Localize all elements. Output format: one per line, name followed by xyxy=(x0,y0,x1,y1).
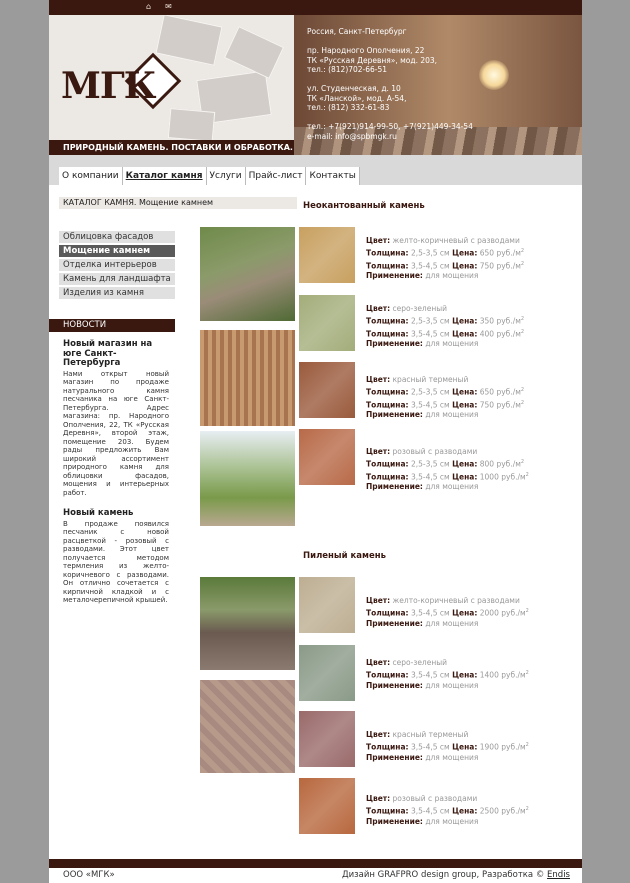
field-label: Цена: xyxy=(452,459,478,469)
stone-swatch[interactable] xyxy=(299,645,355,701)
field-label: Цвет: xyxy=(366,658,391,667)
stone-swatch[interactable] xyxy=(299,227,355,283)
field-label: Применение: xyxy=(366,339,423,348)
product-description xyxy=(366,794,529,827)
price-unit: руб./м xyxy=(496,459,521,469)
nav-tab[interactable]: Контакты xyxy=(306,167,359,185)
field-label: Цвет: xyxy=(366,730,391,739)
field-value: 400 xyxy=(479,329,495,338)
price-unit: руб./м xyxy=(501,670,526,680)
field-value: 3,5-4,5 см xyxy=(410,742,450,752)
price-unit-sup: 2 xyxy=(520,316,525,322)
price-unit-sup: 2 xyxy=(520,248,525,254)
thickness-line xyxy=(366,470,529,483)
side-menu xyxy=(49,231,175,301)
news-body: В продаже появился песчаник с новой расцветкой - розовый с разводами. Этот цвет получается методом термления из желто-коричневого с разводами. Он отлично сочетается с кирпичной кладкой и с металочерепичной крышей. xyxy=(63,519,169,604)
thickness-line xyxy=(366,385,524,398)
field-value: 2,5-3,5 см xyxy=(410,459,450,469)
field-value: для мощения xyxy=(425,339,479,348)
field-label: Цена: xyxy=(452,742,478,752)
news-body: Нами открыт новый магазин по продаже натурального камня песчаника на юге Санкт-Петербурга. Адрес магазина: пр. Народного Ополчения, 22, ТК «Русская Деревня», второй этаж, помещение 203. Будем рады предложить Вам широкий ассортимент природного камня для облицовки фасадов, мощения и интерьерных работ. xyxy=(63,369,169,497)
use-line xyxy=(366,619,529,629)
price-unit: руб./м xyxy=(501,806,526,816)
footer-bar xyxy=(49,859,582,868)
footer xyxy=(49,868,582,883)
field-value: 750 xyxy=(479,261,495,270)
price-unit-sup: 2 xyxy=(520,459,525,465)
color-line xyxy=(366,658,529,668)
field-value: для мощения xyxy=(425,410,479,419)
logo-panel xyxy=(49,15,294,140)
color-line xyxy=(366,730,529,740)
contact-line: пр. Народного Ополчения, 22 xyxy=(307,46,425,55)
field-value: серо-зеленый xyxy=(392,658,448,667)
field-label: Цена: xyxy=(452,248,478,258)
news-title[interactable]: Новый камень xyxy=(63,508,134,518)
logo[interactable]: МГК xyxy=(61,65,156,107)
paving-photo[interactable] xyxy=(200,680,295,773)
field-label: Цена: xyxy=(452,806,478,816)
slogan: ПРИРОДНЫЙ КАМЕНЬ. ПОСТАВКИ И ОБРАБОТКА. xyxy=(49,140,294,155)
field-value: 3,5-4,5 см xyxy=(410,400,450,409)
paving-photo[interactable] xyxy=(200,577,295,670)
field-label: Цена: xyxy=(452,387,478,397)
field-value: 1400 xyxy=(479,670,499,680)
field-label: Цена: xyxy=(452,472,478,481)
field-label: Цвет: xyxy=(366,794,391,803)
field-label: Применение: xyxy=(366,410,423,419)
news-heading: НОВОСТИ xyxy=(49,319,175,332)
field-label: Толщина: xyxy=(366,400,409,409)
color-line xyxy=(366,447,529,457)
nav-tab[interactable]: Прайс-лист xyxy=(246,167,307,185)
field-label: Цена: xyxy=(452,329,478,338)
field-label: Толщина: xyxy=(366,608,409,618)
field-value: 2,5-3,5 см xyxy=(410,248,450,258)
nav-tab[interactable]: Каталог камня xyxy=(123,167,207,185)
contact-line xyxy=(307,75,473,85)
field-value: розовый с разводами xyxy=(392,447,478,456)
contact-line: e-mail: info@spbmgk.ru xyxy=(307,131,397,141)
field-label: Применение: xyxy=(366,271,423,280)
field-value: 650 xyxy=(479,248,495,258)
thickness-line xyxy=(366,314,524,327)
color-line xyxy=(366,596,529,606)
field-label: Толщина: xyxy=(366,806,409,816)
product-description xyxy=(366,236,524,281)
field-label: Цена: xyxy=(452,608,478,618)
field-label: Толщина: xyxy=(366,329,409,338)
stone-swatch[interactable] xyxy=(299,711,355,767)
product-description xyxy=(366,730,529,763)
price-unit: руб./м xyxy=(496,316,521,326)
use-line xyxy=(366,271,524,281)
field-label: Толщина: xyxy=(366,670,409,680)
field-value: 3,5-4,5 см xyxy=(410,608,450,618)
field-value: розовый с разводами xyxy=(392,794,478,803)
color-line xyxy=(366,375,524,385)
home-icon[interactable]: ⌂ xyxy=(145,2,152,11)
field-label: Толщина: xyxy=(366,459,409,469)
price-unit: руб./м xyxy=(496,329,521,338)
contact-line: ТК «Ланской», мод. А-54, xyxy=(307,93,407,103)
field-label: Цена: xyxy=(452,400,478,409)
field-label: Цвет: xyxy=(366,304,391,313)
contact-line: ул. Студенческая, д. 10 xyxy=(307,84,401,93)
product-description xyxy=(366,658,529,691)
field-value: для мощения xyxy=(425,482,479,491)
thickness-line xyxy=(366,327,524,340)
price-unit-sup: 2 xyxy=(525,471,529,478)
price-unit-sup: 2 xyxy=(525,608,529,614)
price-unit-sup: 2 xyxy=(525,742,529,748)
price-unit-sup: 2 xyxy=(520,328,525,335)
field-label: Применение: xyxy=(366,816,423,826)
contact-line: тел.: (812)702-66-51 xyxy=(307,65,388,74)
paving-photo[interactable] xyxy=(200,330,295,426)
field-label: Толщина: xyxy=(366,248,409,258)
price-unit: руб./м xyxy=(496,400,521,409)
section-title: Неокантованный камень xyxy=(303,201,425,211)
field-value: красный терменый xyxy=(392,375,469,384)
use-line xyxy=(366,339,524,349)
breadcrumb: КАТАЛОГ КАМНЯ. Мощение камнем xyxy=(59,197,297,209)
field-label: Цена: xyxy=(452,261,478,270)
color-line xyxy=(366,236,524,246)
nav-tab[interactable]: О компании xyxy=(59,167,123,185)
stone-swatch[interactable] xyxy=(299,295,355,351)
side-menu-item[interactable]: Мощение камнем xyxy=(49,245,175,257)
field-value: 2,5-3,5 см xyxy=(410,387,450,397)
price-unit: руб./м xyxy=(496,387,521,397)
field-value: серо-зеленый xyxy=(392,304,448,313)
thickness-line xyxy=(366,259,524,272)
use-line xyxy=(366,681,529,691)
contact-line: тел.: +7(921)914-99-50, +7(921)449-34-54 xyxy=(307,122,473,131)
product-description xyxy=(366,304,524,349)
field-label: Применение: xyxy=(366,680,423,690)
side-menu-item[interactable]: Изделия из камня xyxy=(49,287,175,299)
field-value: для мощения xyxy=(425,752,479,762)
main-nav xyxy=(59,167,360,185)
contact-line xyxy=(307,113,473,123)
section-title: Пиленый камень xyxy=(303,551,386,561)
price-unit-sup: 2 xyxy=(520,387,525,393)
use-line xyxy=(366,817,529,827)
contacts-block xyxy=(307,27,473,141)
color-line xyxy=(366,794,529,804)
price-unit: руб./м xyxy=(501,742,526,752)
product-description xyxy=(366,447,529,492)
side-menu-item[interactable]: Отделка интерьеров xyxy=(49,259,175,271)
field-label: Применение: xyxy=(366,618,423,628)
contact-line: тел.: (812) 332-61-83 xyxy=(307,103,390,112)
developer-link[interactable]: Endis xyxy=(547,870,570,880)
field-label: Толщина: xyxy=(366,261,409,270)
footer-credits-text: Дизайн GRAFPRO design group, Разработка © xyxy=(342,870,548,880)
field-value: 750 xyxy=(479,400,495,409)
contact-line xyxy=(307,37,473,47)
thickness-line xyxy=(366,457,529,470)
field-value: 800 xyxy=(479,459,495,469)
field-value: для мощения xyxy=(425,816,479,826)
field-label: Толщина: xyxy=(366,472,409,481)
price-unit-sup: 2 xyxy=(525,806,529,812)
field-value: красный терменый xyxy=(392,730,469,739)
page xyxy=(49,0,582,883)
sun-image xyxy=(479,60,509,90)
field-label: Толщина: xyxy=(366,387,409,397)
field-value: 3,5-4,5 см xyxy=(410,670,450,680)
price-unit-sup: 2 xyxy=(525,670,529,676)
field-value: 2500 xyxy=(479,806,499,816)
price-unit-sup: 2 xyxy=(520,399,525,406)
field-value: 3,5-4,5 см xyxy=(410,261,450,270)
field-label: Цвет: xyxy=(366,447,391,456)
thickness-line xyxy=(366,246,524,259)
footer-company: ООО «МГК» xyxy=(63,870,115,880)
field-value: желто-коричневый с разводами xyxy=(392,236,520,245)
field-value: 1000 xyxy=(479,472,499,481)
thickness-line xyxy=(366,606,529,619)
paving-photo[interactable] xyxy=(200,227,295,321)
news-list xyxy=(63,340,169,617)
field-label: Цвет: xyxy=(366,236,391,245)
product-description xyxy=(366,375,524,420)
field-value: 3,5-4,5 см xyxy=(410,806,450,816)
color-line xyxy=(366,304,524,314)
use-line xyxy=(366,482,529,492)
field-value: 350 xyxy=(479,316,495,326)
thickness-line xyxy=(366,398,524,411)
header xyxy=(49,15,582,155)
thickness-line xyxy=(366,668,529,681)
field-label: Применение: xyxy=(366,482,423,491)
stone-swatch[interactable] xyxy=(299,362,355,418)
nav-bar xyxy=(49,155,582,185)
footer-credits xyxy=(342,868,570,883)
contact-line: ТК «Русская Деревня», мод. 203, xyxy=(307,55,438,65)
field-label: Толщина: xyxy=(366,742,409,752)
use-line xyxy=(366,753,529,763)
side-menu-item[interactable]: Облицовка фасадов xyxy=(49,231,175,243)
field-label: Цвет: xyxy=(366,375,391,384)
field-value: для мощения xyxy=(425,680,479,690)
field-value: 3,5-4,5 см xyxy=(410,472,450,481)
field-label: Цена: xyxy=(452,316,478,326)
field-label: Применение: xyxy=(366,752,423,762)
price-unit: руб./м xyxy=(501,472,526,481)
price-unit: руб./м xyxy=(496,261,521,270)
field-value: 2,5-3,5 см xyxy=(410,316,450,326)
paving-photo[interactable] xyxy=(200,431,295,526)
nav-tab[interactable]: Услуги xyxy=(207,167,246,185)
field-value: желто-коричневый с разводами xyxy=(392,596,520,605)
product-description xyxy=(366,596,529,629)
thickness-line xyxy=(366,740,529,753)
price-unit: руб./м xyxy=(496,248,521,258)
price-unit-sup: 2 xyxy=(520,260,525,267)
mail-icon[interactable]: ✉ xyxy=(165,2,172,11)
field-value: 1900 xyxy=(479,742,499,752)
top-bar xyxy=(49,0,582,15)
field-value: для мощения xyxy=(425,271,479,280)
field-value: 3,5-4,5 см xyxy=(410,329,450,338)
use-line xyxy=(366,410,524,420)
field-label: Цвет: xyxy=(366,596,391,605)
price-unit: руб./м xyxy=(501,608,526,618)
thickness-line xyxy=(366,804,529,817)
field-value: для мощения xyxy=(425,618,479,628)
field-label: Толщина: xyxy=(366,316,409,326)
stone-swatch[interactable] xyxy=(299,577,355,633)
stone-swatch[interactable] xyxy=(299,429,355,485)
field-label: Цена: xyxy=(452,670,478,680)
field-value: 2000 xyxy=(479,608,499,618)
stone-swatch[interactable] xyxy=(299,778,355,834)
side-menu-item[interactable]: Камень для ландшафта xyxy=(49,273,175,285)
field-value: 650 xyxy=(479,387,495,397)
contact-line: Россия, Санкт-Петербург xyxy=(307,27,407,36)
news-title[interactable]: Новый магазин на юге Санкт-Петербурга xyxy=(63,339,153,368)
